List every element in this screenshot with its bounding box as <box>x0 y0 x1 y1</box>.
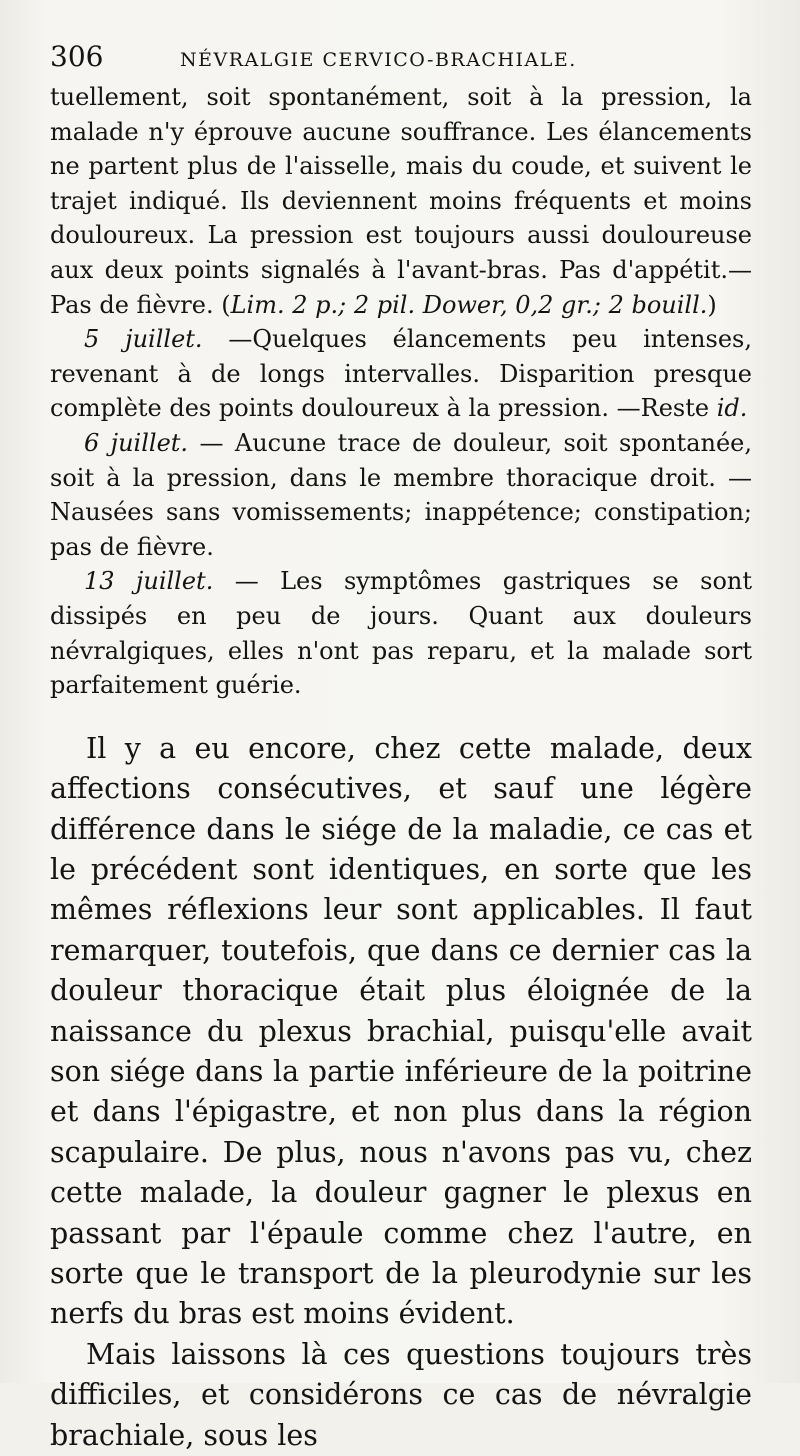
paragraph-5: Il y a eu encore, chez cette malade, deux affections consécutives, et sauf une légère différence dans le siége de la maladie, ce cas et le précédent sont identiques, en sorte que les mêmes réflexions leur sont applicables. Il faut remarquer, toutefois, que dans ce dernier cas la douleur thoracique était plus éloignée de la naissance du plexus brachial, puisqu'elle avait son siége dans la partie inférieure de la poitrine et dans l'épigastre, et non plus dans la région scapulaire. De plus, nous n'avons pas vu, chez cette malade, la douleur gagner le plexus en passant par l'épaule comme chez l'autre, en sorte que le transport de la pleurodynie sur les nerfs du bras est moins évident. <box>50 731 752 1331</box>
paragraph-3-date: 6 juillet. <box>84 428 189 457</box>
paragraph-6: Mais laissons là ces questions toujours très difficiles, et considérons ce cas de névralgie brachiale, sous les <box>50 1337 752 1452</box>
paragraph-4-text: — Les symptômes gastriques se sont dissipés en peu de jours. Quant aux douleurs névralgiques, elles n'ont pas reparu, et la malade sort parfaitement guérie. <box>50 567 753 700</box>
paragraph-4-date: 13 juillet. <box>84 567 214 596</box>
case-notes <box>50 80 752 703</box>
running-title: NÉVRALGIE CERVICO-BRACHIALE. <box>180 49 577 71</box>
paragraph-2-date: 5 juillet. <box>84 325 203 354</box>
paragraph-2-italic: id. <box>716 394 748 423</box>
page-header <box>50 40 752 80</box>
paragraph-1-prescription: Lim. 2 p.; 2 pil. Dower, 0,2 gr.; 2 bouill. <box>230 290 708 319</box>
paragraph-3 <box>50 426 752 564</box>
commentary <box>50 729 752 1456</box>
paragraph-1 <box>50 80 752 322</box>
paragraph-2-text-a: —Quelques élancements peu intenses, revenant à de longs intervalles. Disparition presque complète des points douloureux à la pression. —Reste <box>50 325 752 423</box>
paragraph-4 <box>50 564 752 702</box>
paragraph-1-text-a: tuellement, soit spontanément, soit à la pression, la malade n'y éprouve aucune souffrance. Les élancements ne partent plus de l'aisselle, mais du coude, et suivent le trajet indiqué. Ils deviennent moins fréquents et moins douloureux. La pression est toujours aussi douloureuse aux deux points signalés à l'avant-bras. Pas d'appétit.—Pas de fièvre. ( <box>50 83 752 319</box>
paragraph-1-text-b: ) <box>707 290 717 319</box>
page-number: 306 <box>50 40 104 73</box>
paragraph-3-text: — Aucune trace de douleur, soit spontanée, soit à la pression, dans le membre thoracique droit. — Nausées sans vomissements; inappétence; constipation; pas de fièvre. <box>50 428 752 561</box>
paragraph-2 <box>50 322 752 426</box>
